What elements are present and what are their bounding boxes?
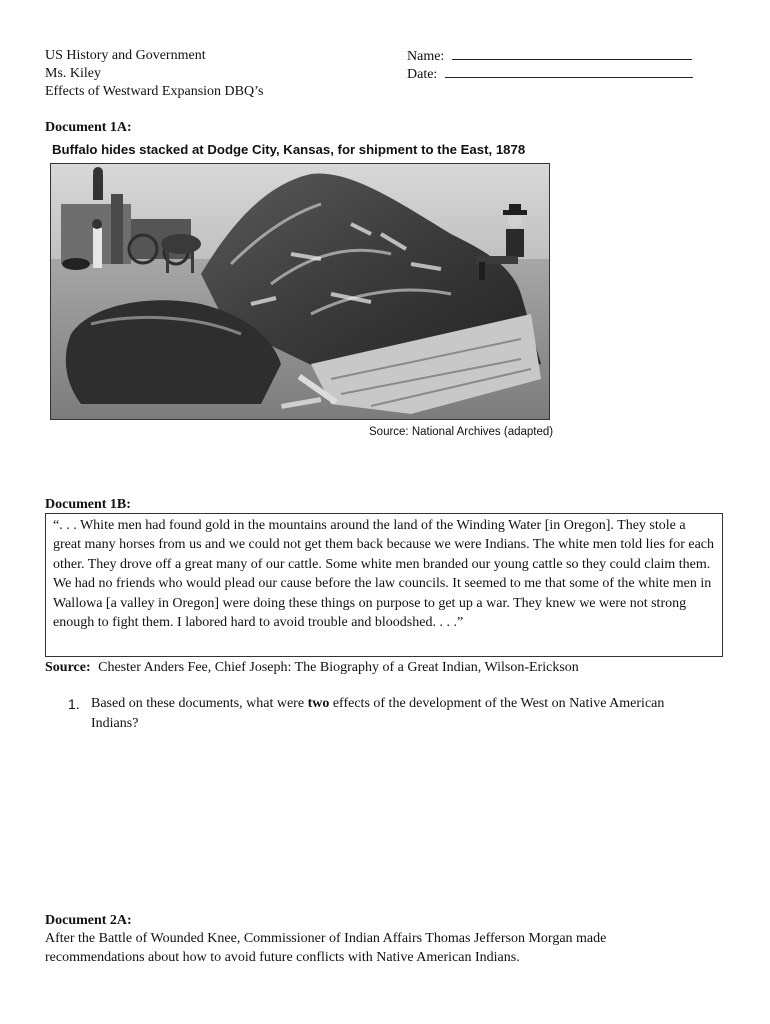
source-label: Source: xyxy=(45,660,91,675)
date-field[interactable] xyxy=(407,65,693,84)
name-label: Name: xyxy=(407,49,445,64)
date-label: Date: xyxy=(407,67,438,82)
photo-source: Source: National Archives (adapted) xyxy=(369,426,554,438)
buffalo-hides-photo xyxy=(50,163,550,420)
question-text-start: Based on these documents, what were xyxy=(91,696,308,711)
chief-joseph-quote-box xyxy=(45,513,723,657)
question-number: 1. xyxy=(68,696,80,712)
document-2a-intro-line-2: recommendations about how to avoid future conflicts with Native American Indians. xyxy=(45,950,520,965)
date-blank[interactable] xyxy=(445,65,693,78)
document-1b-source xyxy=(45,659,579,677)
document-2a-intro-line-1: After the Battle of Wounded Knee, Commissioner of Indian Affairs Thomas Jefferson Morgan made xyxy=(45,931,607,946)
question-emphasis: two xyxy=(307,696,330,711)
question-1-line-2: Indians? xyxy=(91,716,139,731)
question-1-line-1 xyxy=(91,695,664,713)
question-text-end: effects of the development of the West on Native American xyxy=(329,696,665,711)
chief-joseph-quote: “. . . White men had found gold in the mountains around the land of the Winding Water [in Oregon]. They stole a great many horses from us and we could not get them back because we were Indians. The white men told lies for each other. They drove off a great many of our cattle. Some white men branded our young cattle so they could claim them. We had no friends who would plead our cause before the law councils. It seemed to me that some of the white men in Wallowa [a valley in Oregon] were doing these things on purpose to get up a war. They knew we were not strong enough to fight them. I labored hard to avoid trouble and bloodshed. . . .” xyxy=(53,518,715,631)
name-field[interactable] xyxy=(407,47,692,66)
source-citation: Chester Anders Fee, Chief Joseph: The Biography of a Great Indian, Wilson-Erickson xyxy=(98,660,579,675)
worksheet-title: Effects of Westward Expansion DBQ’s xyxy=(45,84,264,99)
name-blank[interactable] xyxy=(452,47,692,60)
photo-caption: Buffalo hides stacked at Dodge City, Kansas, for shipment to the East, 1878 xyxy=(52,142,526,157)
document-1a-heading: Document 1A: xyxy=(45,120,132,135)
course-name: US History and Government xyxy=(45,48,206,63)
teacher-name: Ms. Kiley xyxy=(45,66,101,81)
document-1b-heading: Document 1B: xyxy=(45,497,131,512)
document-2a-heading: Document 2A: xyxy=(45,913,132,928)
